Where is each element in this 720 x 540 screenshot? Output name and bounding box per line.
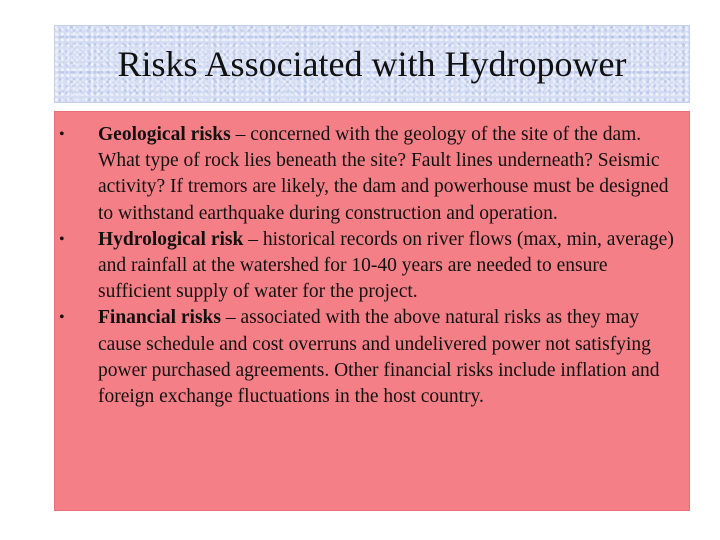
bullet-text: associated with the above natural risks as they may cause schedule and cost overruns and undelivered power not satisfying power purchased agreements. Other financial risks include inflation and foreign exchange fluctuations in the host country.	[98, 307, 660, 408]
slide-title: Risks Associated with Hydropower	[117, 44, 627, 84]
bullet-item-financial	[55, 305, 679, 410]
bullet-text: concerned with the geology of the site of the dam. What type of rock lies beneath the site? Fault lines underneath? Seismic activity? If tremors are likely, the dam and powerhouse must be designed to withstand earthquake during construction and operation.	[98, 124, 669, 224]
content-box	[54, 111, 690, 511]
bullet-text: historical records on river flows (max, min, average) and rainfall at the watershed for 10-40 years are needed to ensure sufficient supply of water for the project.	[98, 228, 674, 303]
bullet-separator: –	[230, 124, 251, 145]
bullet-separator: –	[220, 307, 241, 329]
bullet-term: Hydrological risk	[98, 228, 244, 250]
bullet-list	[55, 112, 689, 410]
bullet-item-hydrological	[55, 227, 679, 306]
bullet-term: Financial risks	[98, 307, 221, 329]
bullet-term: Geological risks	[98, 124, 231, 145]
title-box	[54, 25, 690, 103]
bullet-icon: •	[59, 309, 65, 327]
bullet-icon: •	[59, 126, 65, 143]
bullet-separator: –	[243, 228, 263, 250]
bullet-item-geological	[55, 122, 679, 227]
bullet-icon: •	[59, 230, 65, 248]
